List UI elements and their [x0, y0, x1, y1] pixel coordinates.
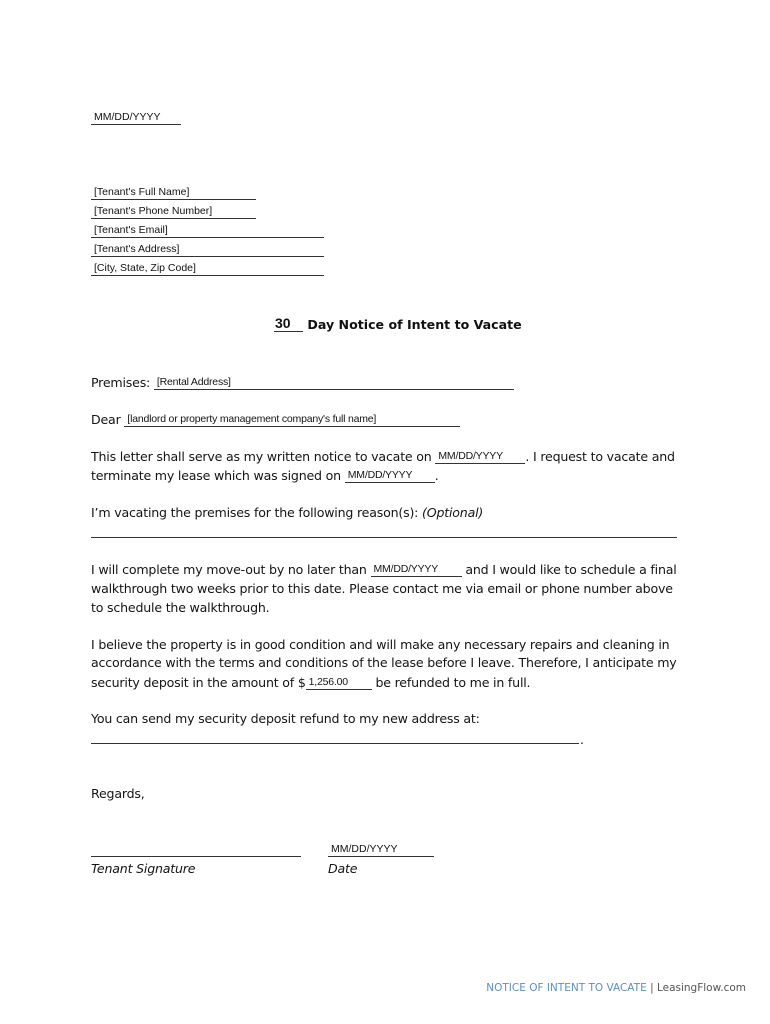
- document-title: [274, 315, 522, 332]
- lease-signed-text: terminate my lease which was signed on: [91, 468, 341, 483]
- reasons-text: I’m vacating the premises for the following reason(s):: [91, 505, 419, 520]
- paragraph-moveout-line1: [91, 560, 677, 579]
- salutation-line: [91, 410, 460, 429]
- deposit-text-suffix: be refunded to me in full.: [375, 675, 531, 690]
- paragraph-refund-address: You can send my security deposit refund to my new address at:: [91, 711, 480, 726]
- vacate-date-field[interactable]: MM/DD/YYYY: [435, 450, 525, 464]
- paragraph-moveout-line3: to schedule the walkthrough.: [91, 600, 270, 615]
- paragraph-condition-line3: [91, 673, 530, 692]
- tenant-city-state-zip-field[interactable]: [City, State, Zip Code]: [91, 261, 324, 276]
- tenant-signature-label: Tenant Signature: [91, 861, 196, 876]
- premises-line: [91, 373, 514, 392]
- tenant-phone-field[interactable]: [Tenant's Phone Number]: [91, 204, 256, 219]
- salutation-label: Dear: [91, 412, 121, 427]
- paragraph-condition-line2: accordance with the terms and conditions of the lease before I leave. Therefore, I anticipate my: [91, 655, 677, 670]
- notice-text: This letter shall serve as my written notice to vacate on: [91, 449, 432, 464]
- page-footer: [486, 982, 746, 994]
- tenant-full-name-field[interactable]: [Tenant's Full Name]: [91, 185, 256, 200]
- deposit-amount-field[interactable]: 1,256.00: [306, 676, 372, 690]
- new-address-field[interactable]: [91, 743, 579, 744]
- deposit-text: security deposit in the amount of $: [91, 675, 306, 690]
- moveout-date-field[interactable]: MM/DD/YYYY: [371, 563, 462, 577]
- moveout-text: I will complete my move-out by no later than: [91, 562, 367, 577]
- moveout-text-suffix: and I would like to schedule a final: [465, 562, 677, 577]
- notice-text-suffix: . I request to vacate and: [525, 449, 675, 464]
- reasons-line: [91, 503, 483, 522]
- notice-days-field[interactable]: 30: [274, 315, 303, 332]
- footer-document-title: NOTICE OF INTENT TO VACATE: [486, 982, 647, 994]
- paragraph-notice-line2: [91, 466, 439, 485]
- premises-field[interactable]: [Rental Address]: [154, 376, 514, 390]
- closing-regards: Regards,: [91, 786, 145, 801]
- paragraph-notice-line1: [91, 447, 675, 466]
- tenant-email-field[interactable]: [Tenant's Email]: [91, 223, 324, 238]
- landlord-name-field[interactable]: [landlord or property management company's full name]: [124, 413, 460, 427]
- premises-label: Premises:: [91, 375, 151, 390]
- reasons-optional-label: (Optional): [422, 505, 484, 520]
- lease-signed-suffix: .: [434, 468, 439, 483]
- lease-signed-date-field[interactable]: MM/DD/YYYY: [345, 469, 435, 483]
- paragraph-moveout-line2: walkthrough two weeks prior to this date. Please contact me via email or phone number above: [91, 581, 673, 596]
- tenant-signature-field[interactable]: [91, 856, 301, 857]
- new-address-suffix: .: [580, 732, 584, 747]
- footer-brand: LeasingFlow.com: [656, 982, 746, 994]
- tenant-address-field[interactable]: [Tenant's Address]: [91, 242, 324, 257]
- footer-separator: |: [650, 982, 654, 994]
- signature-date-label: Date: [328, 861, 358, 876]
- reasons-field[interactable]: [91, 537, 677, 538]
- paragraph-condition-line1: I believe the property is in good condition and will make any necessary repairs and cleaning in: [91, 637, 670, 652]
- date-field[interactable]: MM/DD/YYYY: [91, 110, 181, 125]
- document-title-text: Day Notice of Intent to Vacate: [307, 317, 522, 332]
- signature-date-field[interactable]: MM/DD/YYYY: [328, 842, 434, 857]
